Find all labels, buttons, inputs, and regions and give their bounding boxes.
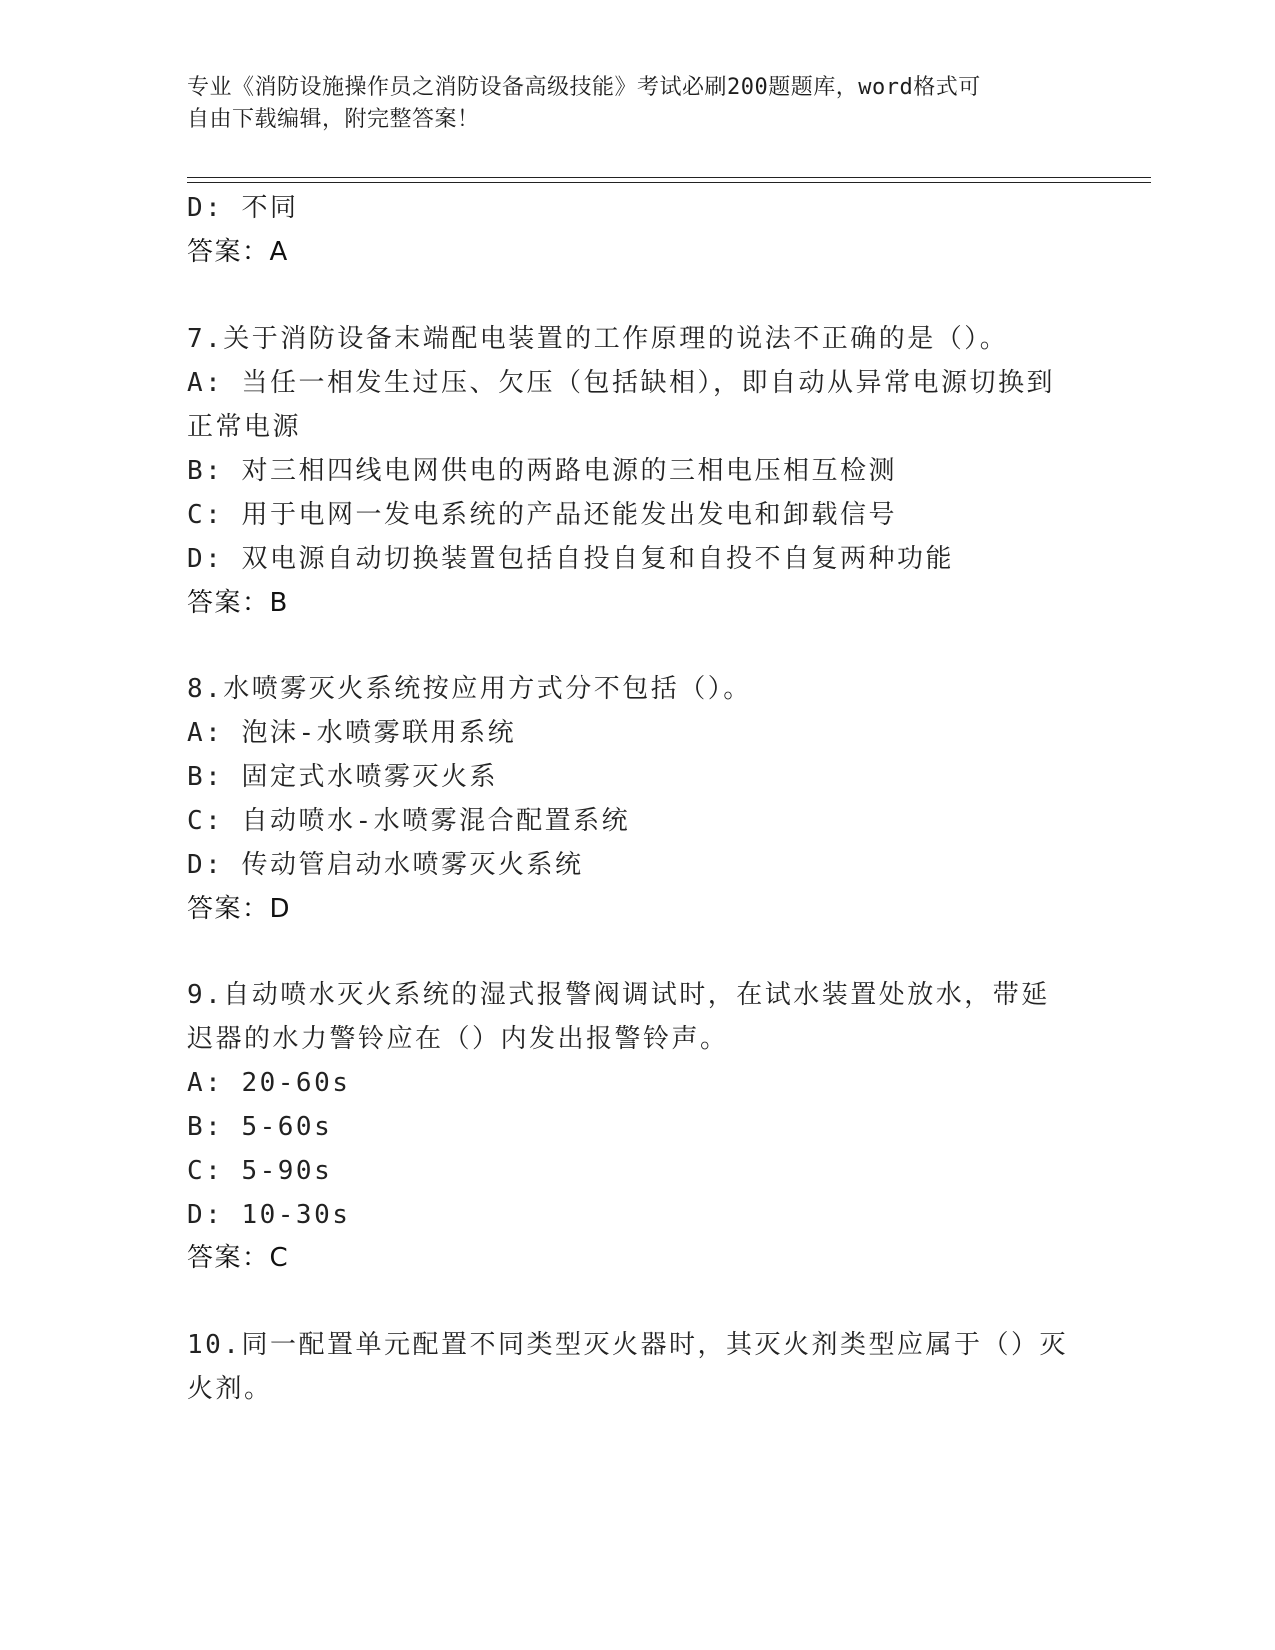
prev-answer: 答案：A [187,237,289,267]
q7-option-a-line-2: 正常电源 [187,412,302,442]
q8-answer: 答案：D [187,894,292,924]
document-header [187,72,1087,136]
q7-answer: 答案：B [187,588,289,618]
q7-option-d: D: 双电源自动切换装置包括自投自复和自投不自复两种功能 [187,544,954,574]
header-title-line-2: 自由下载编辑，附完整答案！ [187,107,480,132]
q7-option-a-line-1: A: 当任一相发生过压、欠压（包括缺相），即自动从异常电源切换到 [187,368,1055,398]
q8-stem: 8.水喷雾灭火系统按应用方式分不包括（）。 [187,674,752,704]
q7-stem: 7.关于消防设备末端配电装置的工作原理的说法不正确的是（）。 [187,324,1009,354]
q9-answer: 答案：C [187,1243,290,1273]
header-title-line-1: 专业《消防设施操作员之消防设备高级技能》考试必刷200题题库，word格式可 [187,75,981,100]
q7-option-b: B: 对三相四线电网供电的两路电源的三相电压相互检测 [187,456,897,486]
q10-stem-line-2: 火剂。 [187,1374,273,1404]
q8-option-d: D: 传动管启动水喷雾灭火系统 [187,850,584,880]
q8-option-b: B: 固定式水喷雾灭火系 [187,762,498,792]
q8-option-c: C: 自动喷水-水喷雾混合配置系统 [187,806,631,836]
header-divider-top [187,177,1151,178]
q9-option-c: C: 5-90s [187,1156,333,1186]
prev-option-d: D: 不同 [187,193,299,223]
q9-option-b: B: 5-60s [187,1112,333,1142]
q7-option-c: C: 用于电网一发电系统的产品还能发出发电和卸载信号 [187,500,897,530]
q8-option-a: A: 泡沫-水喷雾联用系统 [187,718,517,748]
q9-stem-line-2: 迟器的水力警铃应在（）内发出报警铃声。 [187,1024,729,1054]
q9-option-a: A: 20-60s [187,1068,351,1098]
header-divider-bottom [187,182,1151,183]
q10-stem-line-1: 10.同一配置单元配置不同类型灭火器时，其灭火剂类型应属于（）灭 [187,1330,1068,1360]
q9-option-d: D: 10-30s [187,1200,351,1230]
q9-stem-line-1: 9.自动喷水灭火系统的湿式报警阀调试时，在试水装置处放水，带延 [187,980,1050,1010]
